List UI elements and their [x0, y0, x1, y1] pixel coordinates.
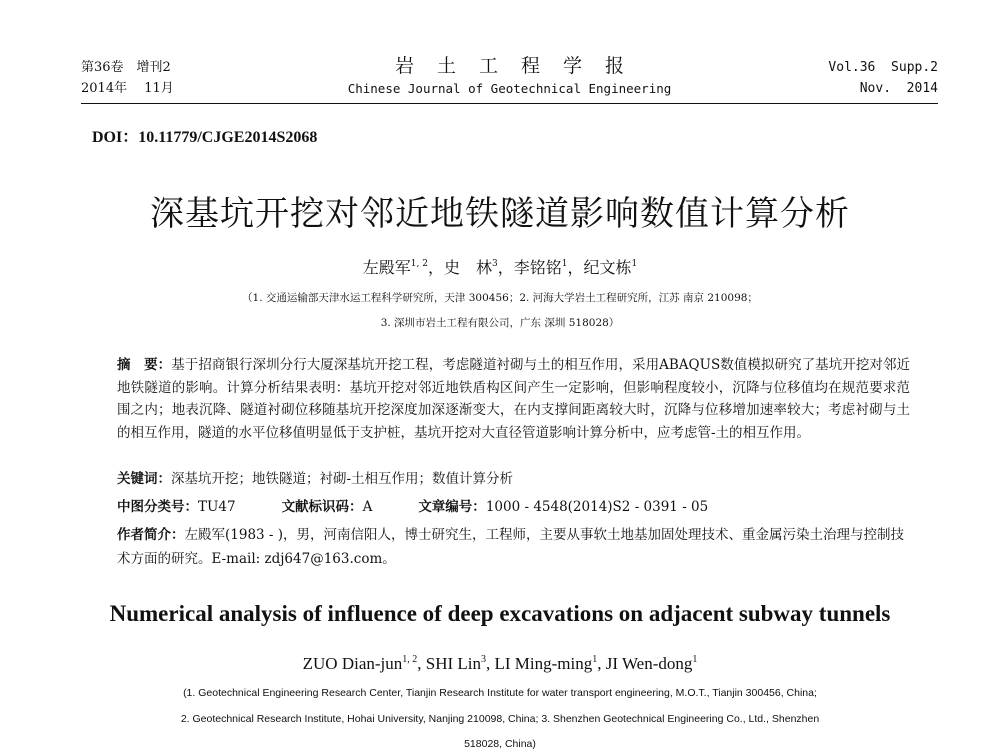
doc-code-value: A: [362, 499, 373, 515]
author-en-name: ZUO Dian-jun: [302, 654, 403, 673]
journal-title-en: Chinese Journal of Geotechnical Engineering: [347, 81, 672, 96]
author-en-affiliation-mark: 3: [481, 654, 486, 665]
running-header: [81, 55, 938, 102]
author-en-separator: ,: [486, 654, 495, 673]
author-cn-separator: ，: [497, 258, 514, 277]
affiliation-en-line-3: 518028, China): [464, 738, 536, 750]
author-cn-name: 纪文栋: [583, 258, 632, 277]
clc-label: 中图分类号：: [117, 499, 198, 515]
clc-value: TU47: [198, 499, 236, 515]
author-cn-affiliation-mark: 1: [631, 259, 638, 269]
title-cn: 深基坑开挖对邻近地铁隧道影响数值计算分析: [150, 194, 850, 234]
volume-issue: 第36卷 增刊2: [81, 60, 171, 75]
authors-cn: [0, 255, 1000, 278]
affiliation-cn-line-1: （1. 交通运输部天津水运工程科学研究所，天津 300456；2. 河海大学岩土工程研究所，江苏 南京 210098；: [242, 292, 758, 304]
author-en-separator: ,: [417, 654, 426, 673]
author-cn-name: 左殿军: [362, 258, 411, 277]
journal-title-cn: 岩土工程学报: [394, 55, 647, 77]
author-en-separator: ,: [597, 654, 606, 673]
affiliation-en-line-1: (1. Geotechnical Engineering Research Center, Tianjin Research Institute for water transport engineering, M.O.T., Tianjin 300456, China;: [183, 687, 817, 699]
keywords-label: 关键词：: [117, 471, 171, 487]
abstract-cn: [117, 354, 910, 444]
title-en: Numerical analysis of influence of deep excavations on adjacent subway tunnels: [109, 601, 891, 626]
author-bio: [117, 523, 910, 571]
author-cn-affiliation-mark: 1, 2: [410, 259, 428, 269]
author-bio-label: 作者简介：: [117, 527, 185, 543]
affiliation-en-line-2: 2. Geotechnical Research Institute, Hohai University, Nanjing 210098, China; 3. Shenzhen Geotechnical Engineering Co., Ltd., Shenzhen: [180, 713, 820, 725]
article-number-value: 1000 - 4548(2014)S2 - 0391 - 05: [485, 499, 709, 515]
author-en-name: JI Wen-dong: [605, 654, 693, 673]
affiliation-cn-line-2: 3. 深圳市岩土工程有限公司，广东 深圳 518028）: [380, 317, 620, 329]
author-en-affiliation-mark: 1: [592, 654, 598, 665]
keywords-cn: [117, 469, 910, 489]
article-number-label: 文章编号：: [418, 499, 486, 515]
classification-line: [117, 497, 910, 517]
author-cn-separator: ，: [567, 258, 584, 277]
abstract-label: 摘 要：: [117, 357, 172, 373]
keywords-text: 深基坑开挖；地铁隧道；衬砌-土相互作用；数值计算分析: [171, 471, 514, 487]
publication-date-cn: 2014年 11月: [81, 81, 174, 96]
authors-en: [0, 654, 1000, 674]
author-cn-name: 李铭铭: [513, 258, 562, 277]
volume-supplement-en: Vol.36 Supp.2: [828, 60, 938, 75]
author-cn-separator: ，: [427, 258, 444, 277]
author-en-affiliation-mark: 1: [692, 654, 698, 665]
doc-code-label: 文献标识码：: [281, 499, 363, 515]
author-bio-text: 左殿军(1983 - )，男，河南信阳人，博士研究生，工程师，主要从事软土地基加固处理技术、重金属污染土治理与控制技术方面的研究。E-mail: zdj647@163.com。: [117, 527, 905, 567]
author-cn-affiliation-mark: 3: [491, 259, 498, 269]
publication-date-en: Nov. 2014: [859, 81, 938, 96]
author-en-affiliation-mark: 1, 2: [402, 654, 418, 665]
abstract-text: 基于招商银行深圳分行大厦深基坑开挖工程，考虑隧道衬砌与土的相互作用，采用ABAQUS数值模拟研究了基坑开挖对邻近地铁隧道的影响。计算分析结果表明：基坑开挖对邻近地铁盾构区间产生一定影响，但影响程度较小，沉降与位移值均在规范要求范围之内；地表沉降、隧道衬砌位移随基坑开挖深度加深逐渐变大，在内支撑间距离较大时，沉降与位移增加速率较大；考虑衬砌与土的相互作用，隧道的水平位移值明显低于支护桩，基坑开挖对大直径管道影响计算分析中，应考虑管-土的相互作用。: [117, 357, 910, 441]
header-rule: [81, 103, 938, 104]
author-en-name: LI Ming-ming: [494, 654, 593, 673]
author-cn-name: 史 林: [443, 258, 492, 277]
doi: DOI：10.11779/CJGE2014S2068: [92, 129, 318, 146]
author-cn-affiliation-mark: 1: [561, 259, 568, 269]
author-en-name: SHI Lin: [425, 654, 481, 673]
